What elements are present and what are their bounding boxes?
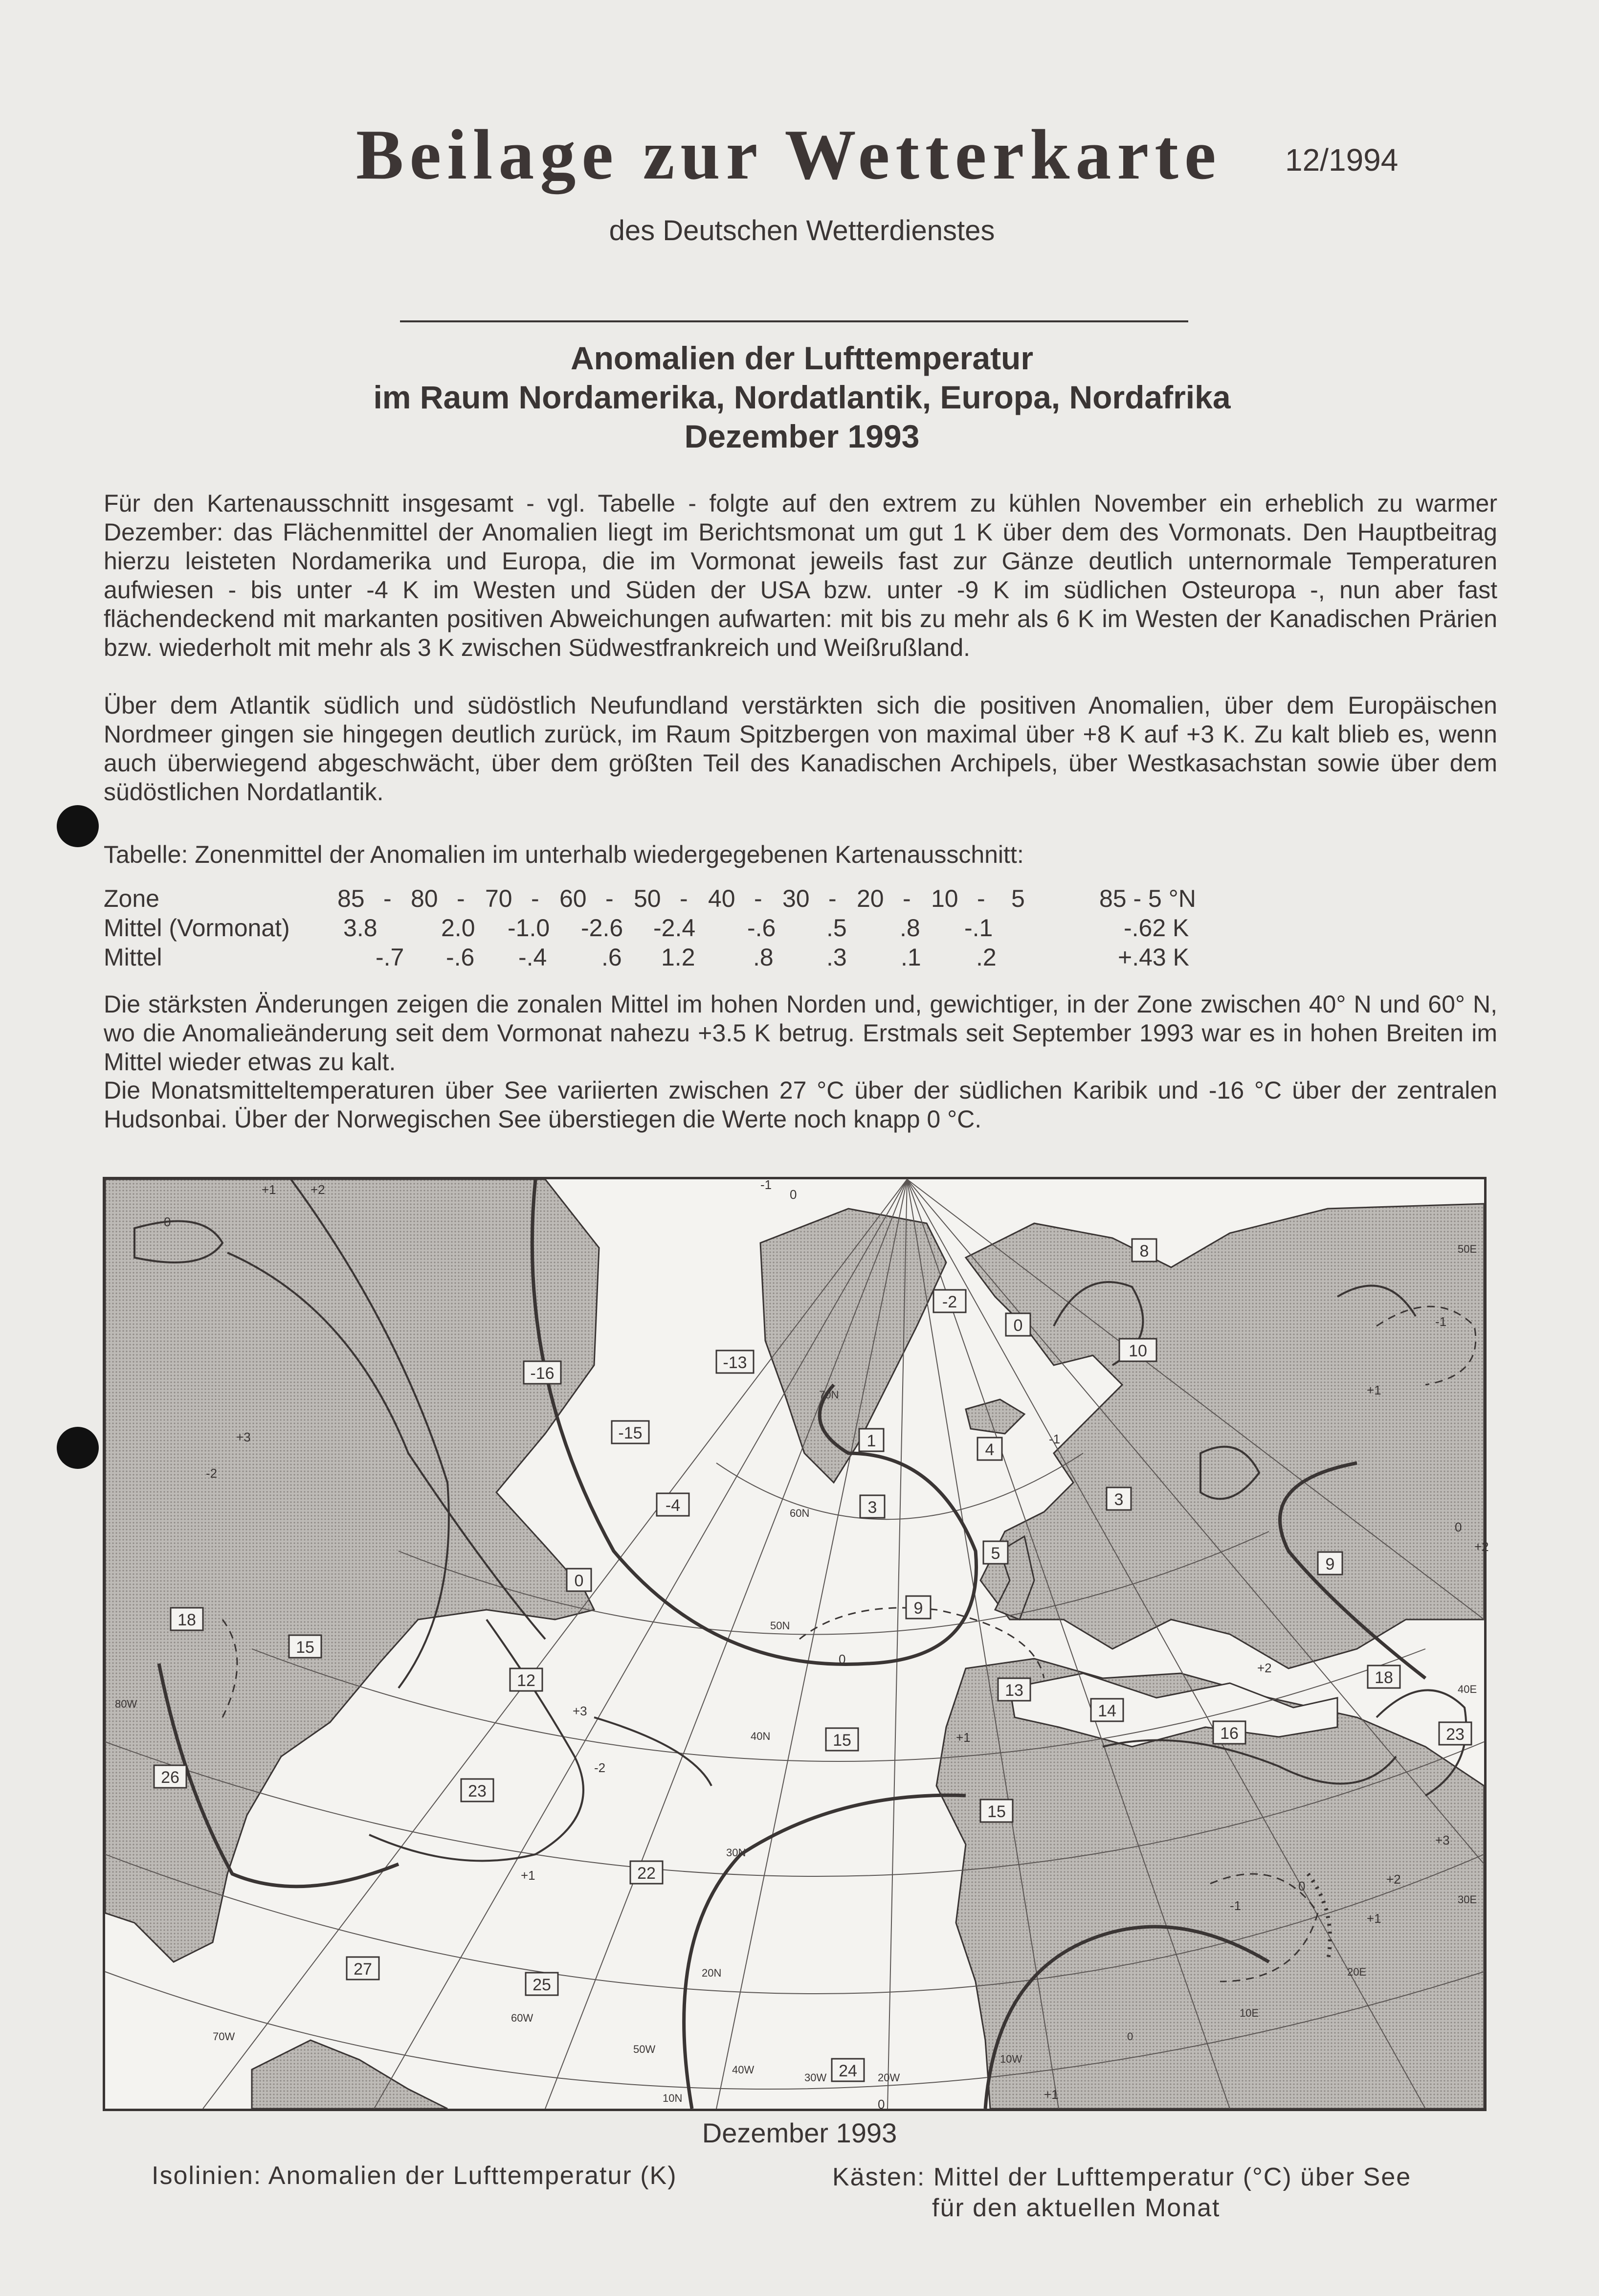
zone-cell: 80 xyxy=(411,885,438,912)
zone-cell: 5 xyxy=(1011,885,1025,912)
longitude-label: 70W xyxy=(213,2030,235,2043)
sst-box xyxy=(1213,1721,1245,1744)
table-row-current xyxy=(104,943,1375,972)
latitude-label: 50N xyxy=(770,1620,790,1632)
zone-cell: - xyxy=(531,885,539,912)
sst-box xyxy=(998,1678,1030,1701)
isoline-label: +1 xyxy=(956,1730,971,1745)
sst-box-label: 4 xyxy=(985,1441,995,1459)
isoline-label: -2 xyxy=(206,1466,218,1481)
sst-box xyxy=(1368,1666,1400,1688)
issue-number: 12/1994 xyxy=(1285,142,1399,178)
sst-box xyxy=(347,1957,379,1980)
zone-cell: 30 xyxy=(782,885,810,912)
longitude-label: 30W xyxy=(804,2071,827,2084)
isoline-label: -1 xyxy=(1230,1898,1242,1913)
sst-box-label: 3 xyxy=(867,1498,877,1517)
row-label: Mittel (Vormonat) xyxy=(104,914,290,942)
south-america-land xyxy=(252,2040,447,2109)
value-cell: 2.0 xyxy=(441,914,475,942)
sst-box xyxy=(1107,1487,1131,1510)
latitude-label: 60N xyxy=(790,1507,810,1519)
longitude-label: 50W xyxy=(633,2043,656,2055)
sst-box-label: 1 xyxy=(866,1432,876,1450)
sst-box xyxy=(171,1608,203,1630)
zone-cell: - xyxy=(903,885,911,912)
zone-cell: - xyxy=(754,885,762,912)
zone-cell: 60 xyxy=(559,885,587,912)
map-graphic xyxy=(105,1177,1489,2112)
isoline-label: 0 xyxy=(839,1652,846,1666)
zone-cell: 40 xyxy=(708,885,735,912)
longitude-label: 10W xyxy=(1000,2053,1022,2065)
value-cell: .1 xyxy=(901,944,921,971)
sst-box-label: 0 xyxy=(1013,1316,1023,1335)
latitude-label: 10N xyxy=(663,2092,683,2104)
sst-box-label: 0 xyxy=(574,1572,584,1590)
latitude-label: 70N xyxy=(819,1389,839,1401)
latitude-label: 30N xyxy=(726,1846,746,1859)
isoline-label: +1 xyxy=(521,1868,535,1883)
zone-cell: - xyxy=(457,885,465,912)
iceland-land xyxy=(966,1399,1024,1434)
table-row-zone xyxy=(104,884,1375,914)
sst-box xyxy=(716,1351,754,1373)
isoline-label: +3 xyxy=(573,1704,587,1718)
sst-box xyxy=(1318,1552,1342,1575)
isoline-label: -2 xyxy=(594,1760,606,1775)
isoline-label: 0 xyxy=(790,1187,797,1202)
isoline-label: +1 xyxy=(262,1182,276,1197)
sst-box xyxy=(630,1861,663,1884)
isoline-label: 0 xyxy=(1455,1520,1462,1534)
sst-box xyxy=(826,1728,858,1751)
sst-box-label: 26 xyxy=(161,1768,179,1787)
isoline-label: -1 xyxy=(1435,1314,1447,1329)
document-subtitle: des Deutschen Wetterdienstes xyxy=(609,215,995,247)
paragraph-4: Die stärksten Änderungen zeigen die zonalen Mittel im hohen Norden und, gewichtiger, in der Zone zwischen 40° N und 60° N, wo die Anomalieänderung seit dem Vormonat nahezu +3.5 K betrug. Erstmals seit September 1993 war es in hohen Breiten im Mittel wieder etwas zu kalt. xyxy=(104,990,1497,1076)
sst-box xyxy=(980,1800,1013,1822)
sst-box-label: -2 xyxy=(942,1293,957,1311)
isoline-label: +2 xyxy=(1257,1661,1272,1675)
longitude-label: 30E xyxy=(1458,1893,1477,1906)
legend-boxes: Kästen: Mittel der Lufttemperatur (°C) über See xyxy=(832,2163,1412,2191)
zone-cell: - xyxy=(828,885,837,912)
zone-cell: 20 xyxy=(857,885,884,912)
sst-box xyxy=(510,1668,542,1691)
paragraph-1: Für den Kartenausschnitt insgesamt - vgl. Tabelle - folgte auf den extrem zu kühlen November ein erheblich zu warmer Dezember: das Flächenmittel der Anomalien liegt im Berichtsmonat um gut 1 K über dem des Vormonats. Den Hauptbeitrag hierzu leisteten Nordamerika und Europa, die im Vormonat jeweils fast zur Gänze deutlich unternormale Temperaturen aufwiesen - bis unter -4 K im Westen und Süden der USA bzw. unter -9 K im südlichen Osteuropa -, nun aber fast flächendeckend mit markanten positiven Abweichungen aufwarten: mit bis zu mehr als 6 K im Westen der Kanadischen Prärien bzw. wiederholt mit mehr als 3 K zwischen Südwestfrankreich und Weißrußland. xyxy=(104,490,1497,661)
value-cell: -.4 xyxy=(518,944,547,971)
sst-box xyxy=(977,1438,1002,1460)
zone-cell: 85 xyxy=(337,885,365,912)
anomaly-map xyxy=(103,1177,1487,2111)
sst-box xyxy=(524,1361,561,1384)
sst-box xyxy=(289,1635,321,1658)
sst-box-label: 16 xyxy=(1220,1724,1239,1743)
longitude-label: 20E xyxy=(1347,1966,1367,1978)
zone-cell: - xyxy=(977,885,985,912)
zone-cell: 10 xyxy=(931,885,958,912)
sst-box xyxy=(933,1290,966,1312)
sst-box-label: 25 xyxy=(533,1976,551,1994)
zone-cell: - xyxy=(680,885,688,912)
sst-box-label: 10 xyxy=(1129,1342,1147,1360)
isoline-label: +1 xyxy=(1367,1911,1381,1926)
sst-box-label: 5 xyxy=(991,1544,1000,1563)
zone-cell: - xyxy=(605,885,614,912)
sst-box-label: 18 xyxy=(178,1611,196,1629)
value-cell: .3 xyxy=(826,944,847,971)
row-label: Mittel xyxy=(104,944,162,971)
sst-box-label: 15 xyxy=(296,1638,314,1657)
sst-box-label: 13 xyxy=(1005,1681,1023,1700)
value-cell: .8 xyxy=(753,944,774,971)
isoline-label: +3 xyxy=(236,1430,251,1444)
article-heading xyxy=(264,338,1340,456)
sst-box xyxy=(1091,1699,1123,1721)
value-cell: -.6 xyxy=(446,944,475,971)
sst-box xyxy=(526,1973,558,1995)
isoline-label: +1 xyxy=(1044,2087,1059,2102)
value-total: -.62 K xyxy=(1124,914,1189,942)
isoline-label: 0 xyxy=(1298,1879,1306,1893)
isoline-label: +1 xyxy=(1367,1383,1381,1397)
zone-total: 85 - 5 °N xyxy=(1099,885,1196,912)
legend-isolines: Isolinien: Anomalien der Lufttemperatur (K) xyxy=(152,2161,677,2190)
sst-box-label: 9 xyxy=(913,1599,923,1618)
value-cell: .2 xyxy=(976,944,997,971)
sst-box-label: -15 xyxy=(618,1424,643,1442)
longitude-label: 40E xyxy=(1458,1683,1477,1695)
document-title: Beilage zur Wetterkarte xyxy=(356,115,1222,194)
sst-box-label: 22 xyxy=(637,1864,656,1883)
punch-hole xyxy=(57,805,99,847)
sst-box-label: -16 xyxy=(530,1364,555,1383)
map-title: Dezember 1993 xyxy=(702,2117,897,2148)
sst-box xyxy=(1439,1722,1471,1745)
table-caption: Tabelle: Zonenmittel der Anomalien im unterhalb wiedergegebenen Kartenausschnitt: xyxy=(104,841,1024,868)
sst-box xyxy=(1119,1339,1156,1361)
header-rule xyxy=(400,320,1188,322)
sst-box-label: 23 xyxy=(1446,1725,1465,1744)
value-cell: 1.2 xyxy=(661,944,695,971)
isoline-label: 0 xyxy=(164,1215,171,1229)
value-cell: -2.6 xyxy=(581,914,623,942)
sst-box xyxy=(567,1569,591,1591)
longitude-label: 10E xyxy=(1240,2007,1259,2019)
punch-hole xyxy=(57,1427,99,1469)
longitude-label: 20W xyxy=(878,2071,900,2084)
legend-boxes-continued: für den aktuellen Monat xyxy=(932,2194,1221,2222)
isoline-label: +2 xyxy=(1474,1539,1489,1554)
sst-box xyxy=(906,1596,931,1619)
sst-box-label: -13 xyxy=(723,1353,747,1372)
zone-cell: - xyxy=(383,885,392,912)
europe-land xyxy=(966,1204,1484,1668)
sst-box-label: 3 xyxy=(1114,1490,1124,1509)
value-cell: .5 xyxy=(826,914,847,942)
sst-box xyxy=(154,1765,186,1788)
sst-box-label: 12 xyxy=(517,1671,535,1690)
sst-box-label: 18 xyxy=(1375,1668,1393,1687)
sst-box xyxy=(983,1541,1008,1564)
isoline-label: -1 xyxy=(1049,1432,1061,1446)
sst-box-label: 15 xyxy=(987,1802,1006,1821)
isoline-label: 0 xyxy=(878,2097,885,2112)
longitude-label: 40W xyxy=(732,2064,755,2076)
zone-cell: 70 xyxy=(485,885,512,912)
heading-line-1: Anomalien der Lufttemperatur xyxy=(570,340,1034,376)
value-cell: 3.8 xyxy=(343,914,378,942)
sst-box xyxy=(657,1493,689,1516)
zone-cell: 50 xyxy=(634,885,661,912)
heading-line-3: Dezember 1993 xyxy=(684,418,920,454)
sst-box xyxy=(832,2059,864,2081)
isoline-label: -1 xyxy=(760,1177,772,1192)
value-cell: -.6 xyxy=(747,914,776,942)
north-america-land xyxy=(105,1179,599,1962)
row-label: Zone xyxy=(104,885,159,912)
isoline-label: +2 xyxy=(1386,1872,1401,1887)
longitude-label: 0 xyxy=(1127,2030,1133,2043)
sst-box xyxy=(1132,1239,1156,1261)
sst-box-label: 8 xyxy=(1139,1242,1149,1261)
table-row-previous xyxy=(104,914,1375,943)
sst-box-label: 23 xyxy=(468,1782,487,1801)
sst-box-label: -4 xyxy=(665,1496,681,1515)
sst-box xyxy=(612,1421,649,1443)
sst-box-label: 24 xyxy=(839,2062,857,2080)
value-cell: -.7 xyxy=(376,944,404,971)
latitude-label: 20N xyxy=(702,1967,722,1979)
paragraph-5: Die Monatsmitteltemperaturen über See variierten zwischen 27 °C über der südlichen Karibik und -16 °C über der zentralen Hudsonbai. Über der Norwegischen See überstiegen die Werte noch knapp 0 °C. xyxy=(104,1077,1497,1133)
sst-box xyxy=(1006,1313,1030,1336)
longitude-label: 60W xyxy=(511,2012,533,2024)
sst-box-label: 9 xyxy=(1325,1555,1335,1574)
value-cell: -2.4 xyxy=(653,914,696,942)
value-cell: .6 xyxy=(601,944,622,971)
value-cell: -1.0 xyxy=(508,914,550,942)
sst-box xyxy=(860,1495,885,1518)
latitude-label: 40N xyxy=(751,1730,771,1742)
sst-box xyxy=(859,1429,884,1451)
value-cell: -.1 xyxy=(964,914,993,942)
isoline-label: +2 xyxy=(311,1182,325,1197)
heading-line-2: im Raum Nordamerika, Nordatlantik, Europa, Nordafrika xyxy=(373,379,1231,415)
longitude-label: 80W xyxy=(115,1698,137,1710)
isoline-label: +3 xyxy=(1435,1833,1450,1847)
sst-box-label: 15 xyxy=(833,1731,851,1750)
sst-box-label: 27 xyxy=(354,1960,372,1979)
longitude-label: 50E xyxy=(1458,1243,1477,1255)
sst-box xyxy=(461,1779,493,1801)
sst-box-label: 14 xyxy=(1098,1702,1116,1720)
value-cell: .8 xyxy=(900,914,920,942)
paragraph-2: Über dem Atlantik südlich und südöstlich Neufundland verstärkten sich die positiven Anomalien, über dem Europäischen Nordmeer gingen sie hingegen deutlich zurück, im Raum Spitzbergen von maximal über +8 K auf +3 K. Zu kalt blieb es, wenn auch überwiegend abgeschwächt, über dem größten Teil des Kanadischen Archipels, über Westkasachstan sowie über dem südöstlichen Nordatlantik. xyxy=(104,692,1497,806)
value-total: +.43 K xyxy=(1118,944,1189,971)
